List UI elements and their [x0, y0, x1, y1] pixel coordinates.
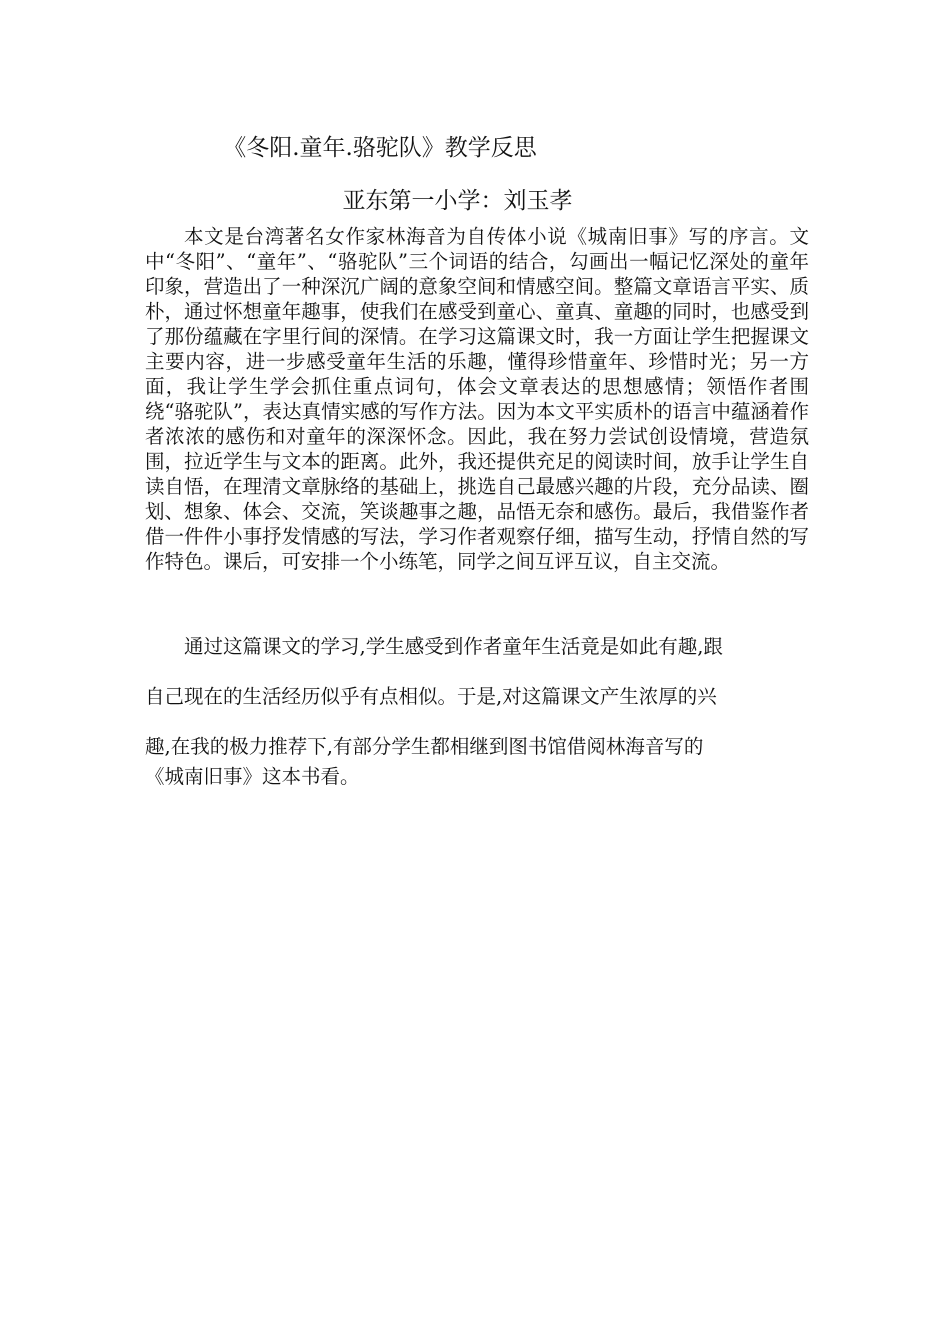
closing-line: 趣,在我的极力推荐下,有部分学生都相继到图书馆借阅林海音写的 [145, 735, 704, 758]
body-paragraph: 本文是台湾著名女作家林海音为自传体小说《城南旧事》写的序言。文中“冬阳”、“童年”、“骆驼队”三个词语的结合，勾画出一幅记忆深处的童年印象，营造出了一种深沉广阔的意象空间和情感空间。整篇文章语言平实、质朴，通过怀想童年趣事，使我们在感受到童心、童真、童趣的同时，也感受到了那份蕴藏在字里行间的深情。在学习这篇课文时，我一方面让学生把握课文主要内容，进一步感受童年生活的乐趣，懂得珍惜童年、珍惜时光；另一方面，我让学生学会抓住重点词句，体会文章表达的思想感情；领悟作者围绕“骆驼队”，表达真情实感的写作方法。因为本文平实质朴的语言中蕴涵着作者浓浓的感伤和对童年的深深怀念。因此，我在努力尝试创设情境，营造氛围，拉近学生与文本的距离。此外，我还提供充足的阅读时间，放手让学生自读自悟，在理清文章脉络的基础上，挑选自己最感兴趣的片段，充分品读、圈划、想象、体会、交流，笑谈趣事之趣，品悟无奈和感伤。最后，我借鉴作者借一件件小事抒发情感的写法，学习作者观察仔细，描写生动，抒情自然的写作特色。课后，可安排一个小练笔，同学之间互评互议，自主交流。 [145, 225, 809, 573]
closing-line: 通过这篇课文的学习,学生感受到作者童年生活竟是如此有趣,跟 [184, 635, 723, 658]
document-title: 《冬阳.童年.骆驼队》教学反思 [223, 135, 537, 161]
closing-line: 《城南旧事》这本书看。 [145, 765, 360, 788]
author-line: 亚东第一小学：刘玉孝 [342, 188, 573, 214]
closing-line: 自己现在的生活经历似乎有点相似。于是,对这篇课文产生浓厚的兴 [145, 685, 717, 708]
